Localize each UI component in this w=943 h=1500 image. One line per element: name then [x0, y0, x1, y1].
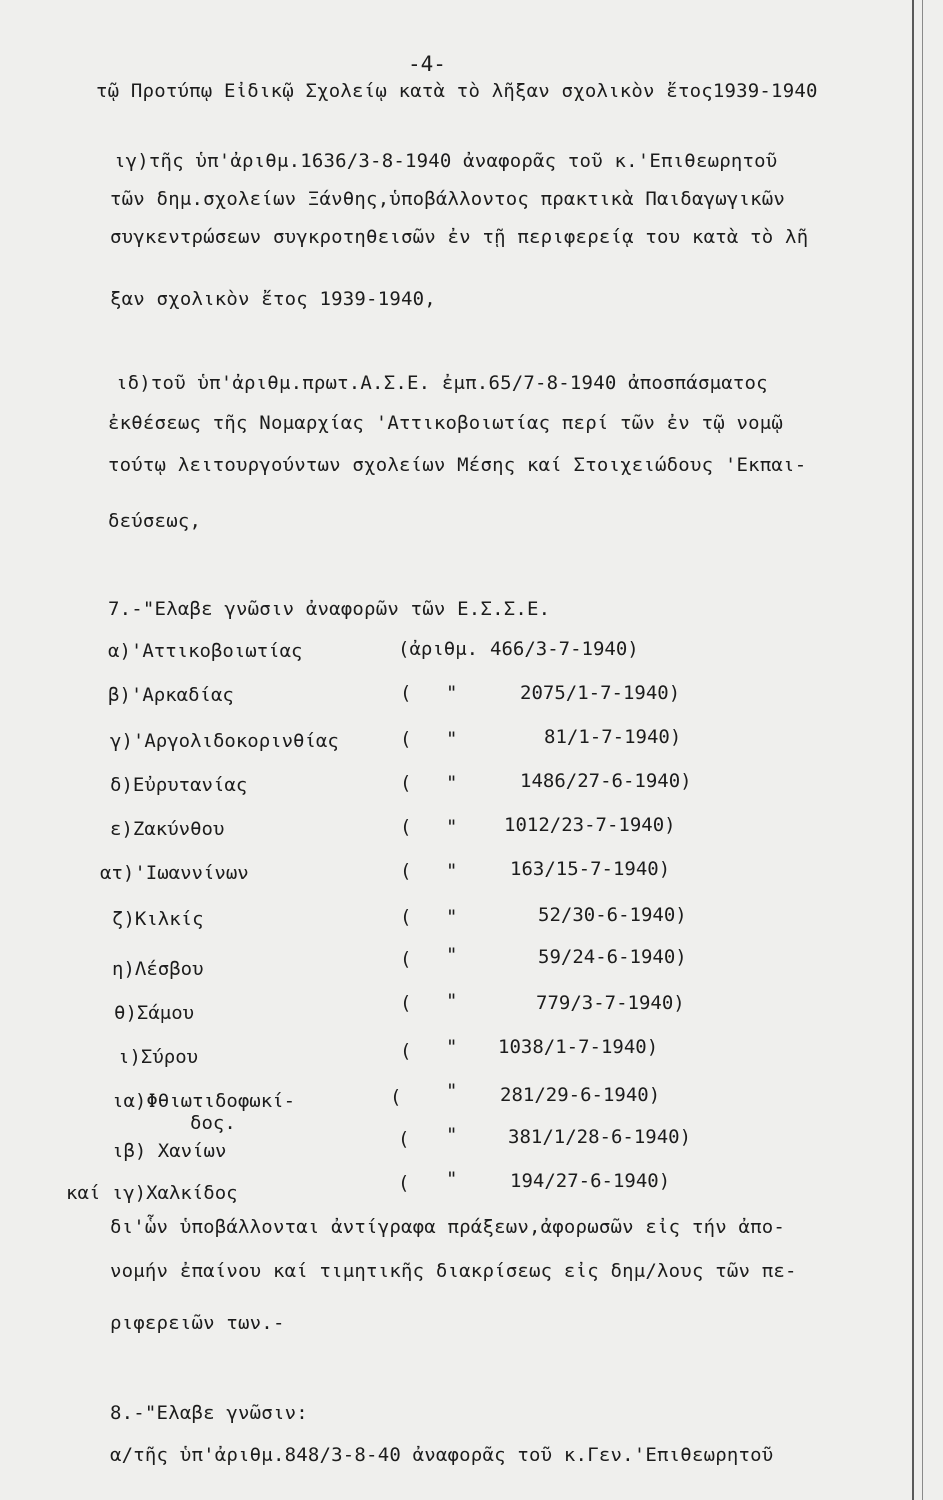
report-label: ε)Ζακύνθου — [110, 818, 225, 840]
report-ditto: " — [446, 1036, 458, 1058]
report-label-continuation: δος. — [190, 1112, 236, 1134]
report-ditto: " — [446, 816, 458, 838]
report-open: ( — [400, 948, 412, 970]
item-id-line-4: δεύσεως, — [108, 510, 202, 532]
section-7-heading: 7.-"Ελαβε γνῶσιν ἀναφορῶν τῶν Ε.Σ.Σ.Ε. — [108, 598, 551, 620]
report-reference: 466/3-7-1940) — [490, 638, 639, 660]
report-reference: 2075/1-7-1940) — [520, 682, 681, 704]
report-label: δ)Εὐρυτανίας — [110, 774, 248, 796]
report-label: η)Λέσβου — [112, 958, 204, 980]
report-open: ( — [400, 728, 412, 750]
report-ditto: " — [446, 682, 458, 704]
report-reference: 52/30-6-1940) — [538, 904, 687, 926]
report-label: β)'Αρκαδίας — [108, 684, 234, 706]
report-label: α)'Αττικοβοιωτίας — [108, 640, 303, 662]
report-reference: 163/15-7-1940) — [510, 858, 671, 880]
report-open: ( — [400, 772, 412, 794]
report-reference: 81/1-7-1940) — [544, 726, 682, 748]
report-reference: 1486/27-6-1940) — [520, 770, 692, 792]
report-ditto: " — [446, 1168, 458, 1190]
section-7-tail-line-3: ριφερειῶν των.- — [110, 1312, 285, 1334]
report-open: ( — [390, 1086, 402, 1108]
report-open: ( — [400, 906, 412, 928]
report-open: ( — [400, 992, 412, 1014]
item-ig-line-3: συγκεντρώσεων συγκροτηθεισῶν ἐν τῇ περιφερείᾳ του κατὰ τὸ λῆ — [110, 226, 809, 248]
item-ig-line-1: ιγ)τῆς ὑπ'ἀριθμ.1636/3-8-1940 ἀναφορᾶς τοῦ κ.'Επιθεωρητοῦ — [114, 150, 778, 172]
section-8-heading: 8.-"Ελαβε γνῶσιν: — [110, 1402, 308, 1424]
item-ig-line-4: ξαν σχολικὸν ἔτος 1939-1940, — [110, 288, 436, 310]
report-ditto: " — [446, 1124, 458, 1146]
report-open: (ἀριθμ. — [398, 638, 479, 660]
report-reference: 281/29-6-1940) — [500, 1084, 661, 1106]
report-open: ( — [398, 1172, 410, 1194]
item-id-line-3: τούτῳ λειτουργούντων σχολείων Μέσης καί Στοιχειώδους 'Εκπαι- — [108, 454, 807, 476]
report-open: ( — [398, 1128, 410, 1150]
bleed-through-text — [120, 128, 662, 146]
item-ig-line-2: τῶν δημ.σχολείων Ξάνθης,ὑποβάλλοντος πρακτικὰ Παιδαγωγικῶν — [110, 188, 786, 210]
item-id-line-1: ιδ)τοῦ ὑπ'ἀριθμ.πρωτ.Α.Σ.Ε. ἐμπ.65/7-8-1940 ἀποσπάσματος — [116, 372, 768, 394]
report-reference: 194/27-6-1940) — [510, 1170, 671, 1192]
report-ditto: " — [446, 906, 458, 928]
report-ditto: " — [446, 772, 458, 794]
report-ditto: " — [446, 728, 458, 750]
page-edge-line — [912, 0, 914, 1500]
report-label: γ)'Αργολιδοκορινθίας — [110, 730, 339, 752]
report-label: ζ)Κιλκίς — [112, 908, 204, 930]
report-reference: 381/1/28-6-1940) — [508, 1126, 692, 1148]
report-ditto: " — [446, 990, 458, 1012]
section-7-tail-line-1: δι'ὧν ὑποβάλλονται ἀντίγραφα πράξεων,ἀφορωσῶν εἰς τήν ἀπο- — [110, 1216, 786, 1238]
report-ditto: " — [446, 944, 458, 966]
header-line: τῷ Προτύπῳ Εἰδικῷ Σχολείῳ κατὰ τὸ λῆξαν σχολικὸν ἔτος1939-1940 — [96, 80, 818, 102]
report-reference: 1038/1-7-1940) — [498, 1036, 659, 1058]
page-number: -4- — [408, 52, 446, 76]
report-ditto: " — [446, 1080, 458, 1102]
report-open: ( — [400, 682, 412, 704]
section-8-item-a: α/τῆς ὑπ'ἀριθμ.848/3-8-40 ἀναφορᾶς τοῦ κ.Γεν.'Επιθεωρητοῦ — [110, 1444, 774, 1466]
report-label: θ)Σάμου — [114, 1002, 195, 1024]
item-id-line-2: ἐκθέσεως τῆς Νομαρχίας 'Αττικοβοιωτίας περί τῶν ἐν τῷ νομῷ — [108, 412, 784, 434]
report-open: ( — [400, 1040, 412, 1062]
section-7-tail-line-2: νομήν ἐπαίνου καί τιμητικῆς διακρίσεως εἰς δημ/λους τῶν πε- — [110, 1260, 797, 1282]
report-label: ιβ) Χανίων — [112, 1140, 227, 1162]
report-open: ( — [400, 860, 412, 882]
report-reference: 59/24-6-1940) — [538, 946, 687, 968]
report-label: καί ιγ)Χαλκίδος — [66, 1182, 238, 1204]
report-reference: 1012/23-7-1940) — [504, 814, 676, 836]
report-ditto: " — [446, 860, 458, 882]
report-label: ατ)'Ιωαννίνων — [100, 862, 249, 884]
report-label: ια)Φθιωτιδοφωκί- — [112, 1090, 296, 1112]
report-open: ( — [400, 816, 412, 838]
page-edge-line — [922, 0, 923, 1500]
report-reference: 779/3-7-1940) — [536, 992, 685, 1014]
report-label: ι)Σύρου — [118, 1046, 199, 1068]
